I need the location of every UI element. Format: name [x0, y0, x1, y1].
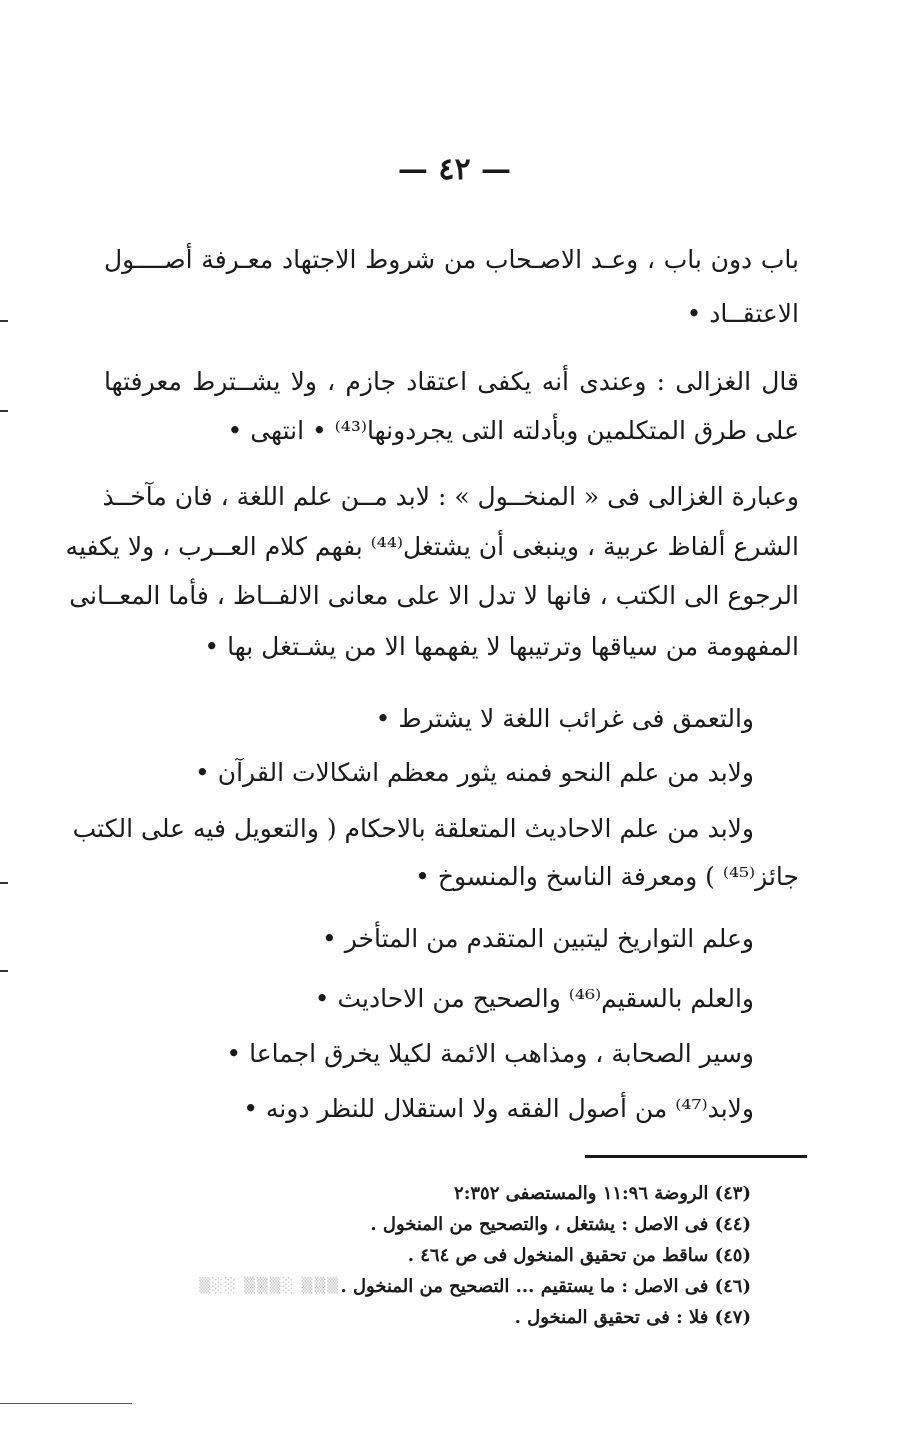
body-line-5: وعبارة الغزالى فى « المنخــول » : لابد مــن علم اللغة ، فان مآخــذ [102, 482, 799, 511]
scan-edge-mark [0, 882, 8, 884]
footnote-44: (٤٤) فى الاصل : يشتغل ، والتصحيح من المنخول . [370, 1214, 751, 1235]
page-number: — ٤٢ — [397, 152, 512, 187]
body-line-8: المفهومة من سياقها وترتيبها لا يفهمها الا من يشـتغل بها • [204, 632, 799, 661]
scan-edge-mark [0, 320, 8, 322]
body-line-11: ولابد من علم الاحاديث المتعلقة بالاحكام ( والتعويل فيه على الكتب [72, 814, 754, 843]
body-line-14: والعلم بالسقيم⁽⁴⁶⁾ والصحيح من الاحاديث • [314, 984, 754, 1013]
scan-smudge: ▒▒▒ ░▒▒▒ ░░▒ [199, 1278, 340, 1294]
body-line-15: وسير الصحابة ، ومذاهب الائمة لكيلا يخرق اجماعا • [226, 1039, 754, 1068]
body-line-12: جائز⁽⁴⁵⁾ ) ومعرفة الناسخ والمنسوخ • [415, 862, 799, 891]
scan-edge-mark [0, 410, 8, 412]
body-line-2: الاعتقــاد • [686, 299, 799, 328]
body-line-1: باب دون باب ، وعـد الاصـحاب من شروط الاجتهاد معـرفة أصــــول [104, 245, 799, 274]
body-line-10: ولابد من علم النحو فمنه يثور معظم اشكالات القرآن • [195, 758, 754, 787]
footnote-separator [585, 1155, 807, 1158]
footnote-43: (٤٣) الروضة ١١:٩٦ والمستصفى ٢:٣٥٢ [454, 1183, 751, 1204]
body-line-3: قال الغزالى : وعندى أنه يكفى اعتقاد جازم ، ولا يشــترط معرفتها [104, 367, 799, 396]
scan-edge-mark [0, 970, 8, 972]
body-line-9: والتعمق فى غرائب اللغة لا يشترط • [375, 704, 754, 733]
footnote-46: (٤٦) فى الاصل : ما يستقيم ... التصحيح من المنخول . [340, 1276, 751, 1297]
footnote-47: (٤٧) فلا : فى تحقيق المنخول . [514, 1307, 751, 1328]
body-line-13: وعلم التواريخ ليتبين المتقدم من المتأخر • [322, 924, 754, 953]
footnote-45: (٤٥) ساقط من تحقيق المنخول فى ص ٤٦٤ . [407, 1245, 751, 1266]
body-line-4: على طرق المتكلمين وبأدلته التى يجردونها⁽⁴³⁾ • انتهى • [227, 416, 799, 445]
body-line-6: الشرع ألفاظ عربية ، وينبغى أن يشتغل⁽⁴⁴⁾ بفهم كلام العــرب ، ولا يكفيه [65, 532, 799, 561]
body-line-16: ولابد⁽⁴⁷⁾ من أصول الفقه ولا استقلال للنظر دونه • [243, 1094, 754, 1123]
scan-bottom-line [0, 1403, 132, 1404]
body-line-7: الرجوع الى الكتب ، فانها لا تدل الا على معانى الالفــاظ ، فأما المعــانى [69, 581, 799, 610]
